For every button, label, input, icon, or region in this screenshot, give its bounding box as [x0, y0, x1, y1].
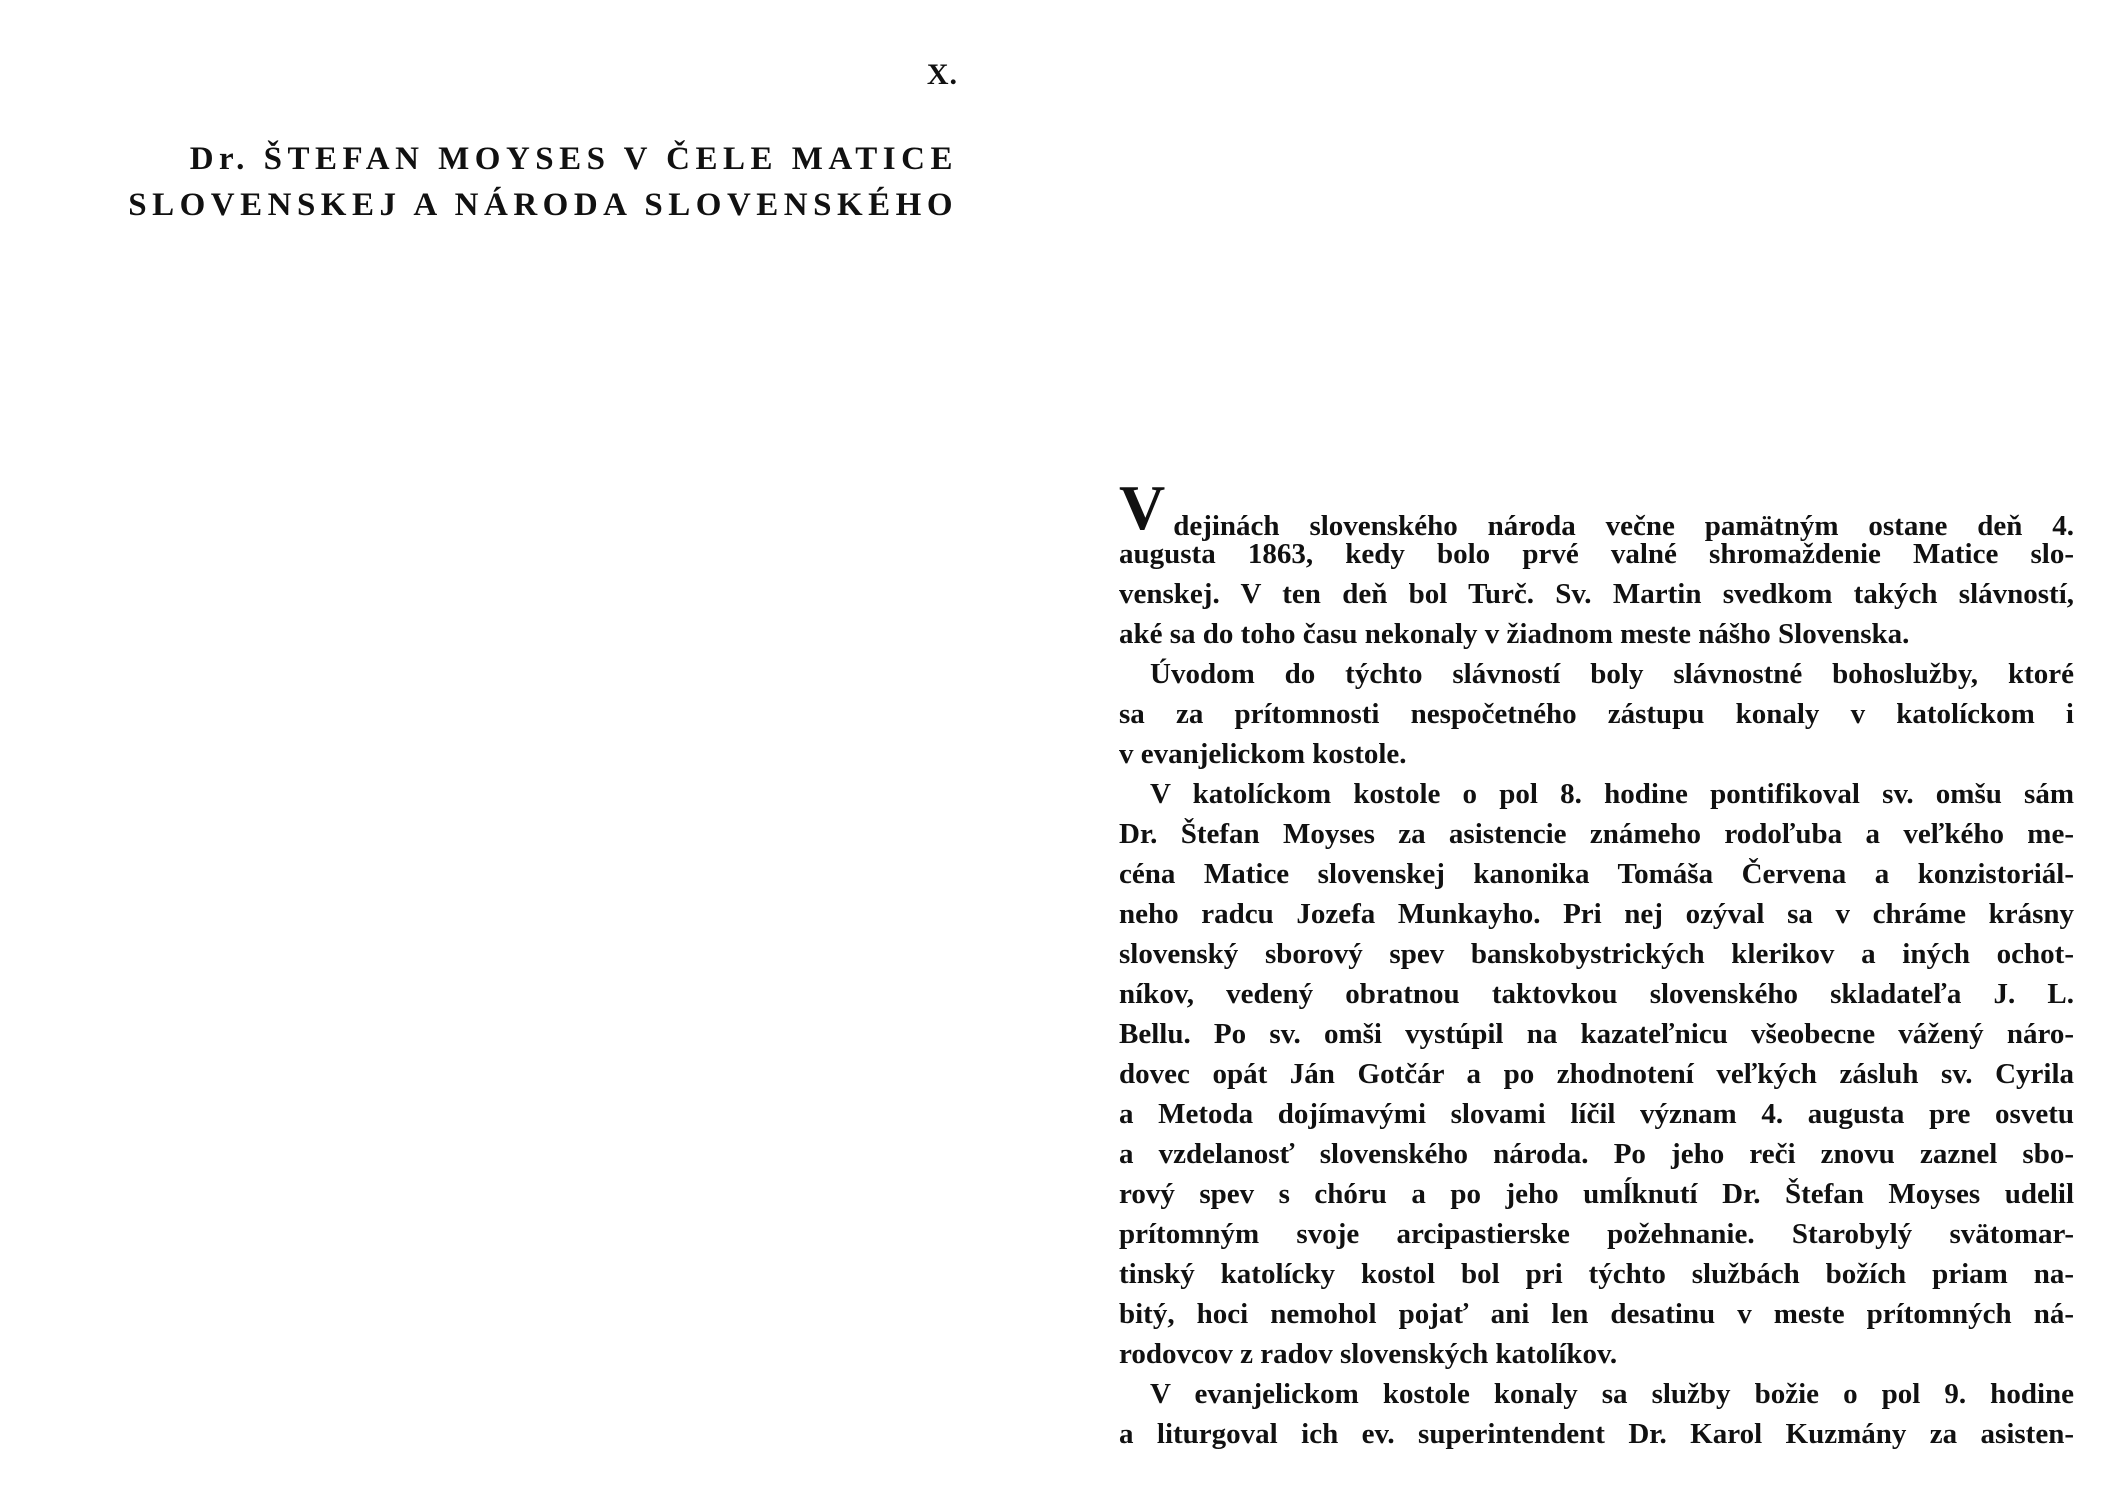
text-line: augusta 1863, kedy bolo prvé valné shromaždenie Matice slo-	[1119, 538, 2074, 570]
text-line: V evanjelickom kostole konaly sa služby božie o pol 9. hodine	[1150, 1378, 2074, 1410]
text-line: Dr. Štefan Moyses za asistencie známeho rodoľuba a veľkého me-	[1119, 818, 2074, 850]
text-line: rový spev s chóru a po jeho umĺknutí Dr. Štefan Moyses udelil	[1119, 1178, 2074, 1210]
chapter-title-line: Dr. ŠTEFAN MOYSES V ČELE MATICE	[189, 141, 958, 177]
text-line-content: dejinách slovenského národa večne pamätným ostane deň 4.	[1173, 510, 2074, 542]
text-line: rodovcov z radov slovenských katolíkov.	[1119, 1338, 1618, 1370]
text-line: venskej. V ten deň bol Turč. Sv. Martin svedkom takých slávností,	[1119, 578, 2074, 610]
text-line	[1119, 472, 2074, 543]
text-line: tinský katolícky kostol bol pri týchto službách božích priam na-	[1119, 1258, 2074, 1290]
text-line: sa za prítomnosti nespočetného zástupu konaly v katolíckom i	[1119, 698, 2074, 730]
text-line: prítomným svoje arcipastierske požehnanie. Starobylý svätomar-	[1119, 1218, 2074, 1250]
chapter-number: X.	[926, 58, 958, 91]
text-line: a Metoda dojímavými slovami líčil význam 4. augusta pre osvetu	[1119, 1098, 2074, 1130]
chapter-title-line: SLOVENSKEJ A NÁRODA SLOVENSKÉHO	[128, 187, 958, 223]
text-line: Úvodom do týchto slávností boly slávnostné bohoslužby, ktoré	[1150, 658, 2074, 690]
text-line: neho radcu Jozefa Munkayho. Pri nej ozýval sa v chráme krásny	[1119, 898, 2074, 930]
text-line: Bellu. Po sv. omši vystúpil na kazateľnicu všeobecne vážený náro-	[1119, 1018, 2074, 1050]
text-line: céna Matice slovenskej kanonika Tomáša Červena a konzistoriál-	[1119, 858, 2074, 890]
body-text	[1119, 472, 2074, 1454]
chapter-title	[58, 136, 958, 228]
left-page	[0, 0, 1000, 1500]
text-line: dovec opát Ján Gotčár a po zhodnotení veľkých zásluh sv. Cyrila	[1119, 1058, 2074, 1090]
text-line: V katolíckom kostole o pol 8. hodine pontifikoval sv. omšu sám	[1150, 778, 2074, 810]
text-line: aké sa do toho času nekonaly v žiadnom meste nášho Slovenska.	[1119, 618, 1910, 650]
text-line: slovenský sborový spev banskobystrických klerikov a iných ochot-	[1119, 938, 2074, 970]
text-line: v evanjelickom kostole.	[1119, 738, 1407, 770]
drop-cap: V	[1119, 472, 1166, 543]
text-line: a liturgoval ich ev. superintendent Dr. Karol Kuzmány za asisten-	[1119, 1418, 2074, 1450]
text-line: níkov, vedený obratnou taktovkou slovenského skladateľa J. L.	[1119, 978, 2074, 1010]
text-line: bitý, hoci nemohol pojať ani len desatinu v meste prítomných ná-	[1119, 1298, 2074, 1330]
text-line: a vzdelanosť slovenského národa. Po jeho reči znovu zaznel sbo-	[1119, 1138, 2074, 1170]
right-page	[1053, 0, 2106, 1500]
